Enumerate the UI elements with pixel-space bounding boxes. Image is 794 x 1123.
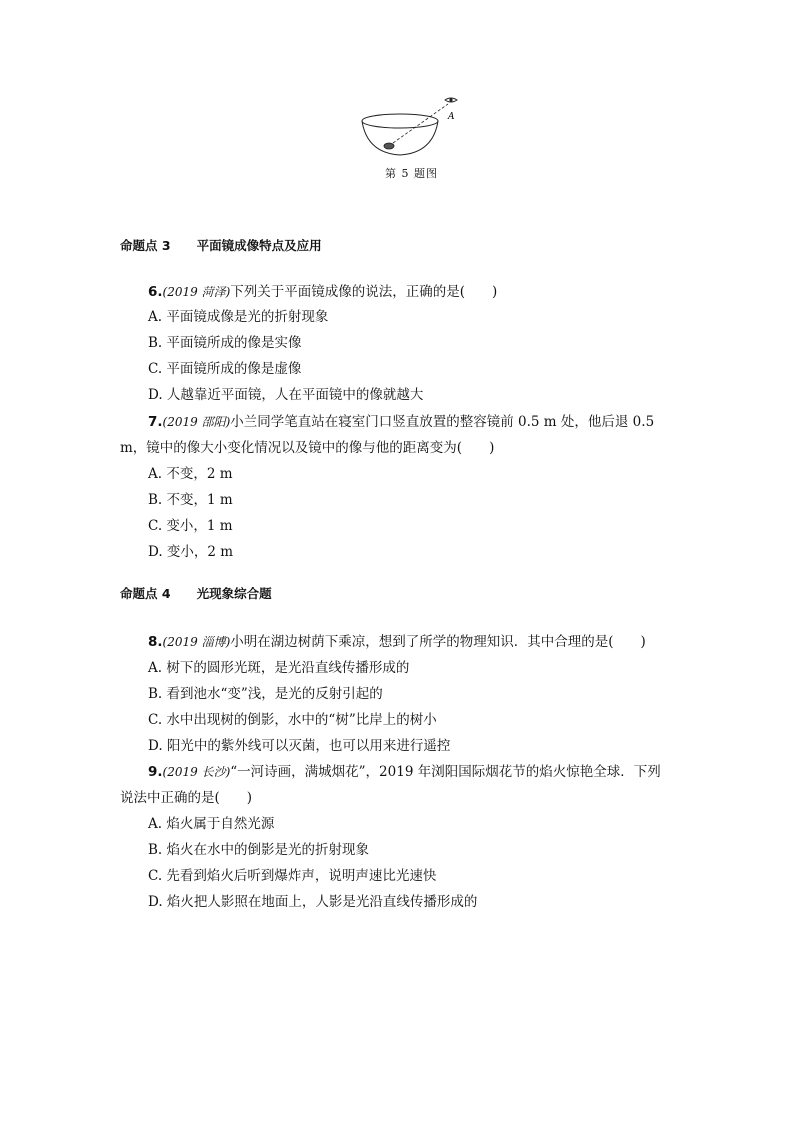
q7-source: (2019 邵阳) — [162, 415, 231, 429]
q8-source: (2019 淄博) — [162, 635, 231, 649]
q8-option-b: B. 看到池水“变”浅，是光的反射引起的 — [148, 686, 383, 702]
q6-source: (2019 菏泽) — [162, 285, 231, 299]
q8-option-c: C. 水中出现树的倒影，水中的“树”比岸上的树小 — [148, 712, 437, 728]
q9-number: 9. — [148, 764, 163, 780]
q9-stem-line2: 说法中正确的是( ) — [120, 790, 253, 806]
q6-option-a: A. 平面镜成像是光的折射现象 — [148, 309, 329, 325]
q7-option-c: C. 变小，1 m — [148, 518, 233, 534]
q9-stem-line1 — [148, 760, 661, 780]
q6-stem — [148, 280, 497, 300]
q9-source: (2019 长沙) — [162, 765, 231, 779]
q9-option-a: A. 焰火属于自然光源 — [148, 816, 275, 832]
q8-stem — [148, 630, 646, 650]
q7-stem-line2: m，镜中的像大小变化情况以及镜中的像与他的距离变为( ) — [120, 440, 495, 456]
q7-option-a: A. 不变，2 m — [148, 466, 233, 482]
bowl-rim — [362, 114, 438, 128]
q9-option-d: D. 焰火把人影照在地面上，人影是光沿直线传播形成的 — [148, 894, 478, 910]
eye-icon — [445, 98, 457, 102]
q9-text-1: “一河诗画，满城烟花”，2019 年浏阳国际烟花节的焰火惊艳全球．下列 — [230, 764, 661, 780]
q8-option-d: D. 阳光中的紫外线可以灭菌，也可以用来进行遥控 — [148, 738, 451, 754]
q8-number: 8. — [148, 634, 163, 650]
point-label-a: A — [448, 112, 455, 122]
q6-number: 6. — [148, 284, 163, 300]
q7-option-d: D. 变小，2 m — [148, 544, 234, 560]
section-3-title: 平面镜成像特点及应用 — [196, 238, 322, 253]
q8-option-a: A. 树下的圆形光斑，是光沿直线传播形成的 — [148, 660, 410, 676]
bowl-coin-figure — [355, 95, 475, 157]
q7-stem-line1 — [148, 410, 654, 430]
q9-option-c: C. 先看到焰火后听到爆炸声，说明声速比光速快 — [148, 868, 437, 884]
section-4-title: 光现象综合题 — [196, 586, 272, 601]
section-3-heading — [120, 236, 322, 254]
section-4-label: 命题点 4 — [120, 586, 171, 601]
q9-option-b: B. 焰火在水中的倒影是光的折射现象 — [148, 842, 370, 858]
section-4-heading — [120, 584, 272, 602]
coin — [384, 143, 394, 149]
q8-text: 小明在湖边树荫下乘凉，想到了所学的物理知识．其中合理的是( ) — [230, 634, 646, 650]
q6-text: 下列关于平面镜成像的说法，正确的是( ) — [230, 284, 498, 300]
section-3-label: 命题点 3 — [120, 238, 171, 253]
q7-option-b: B. 不变，1 m — [148, 492, 233, 508]
q6-option-b: B. 平面镜所成的像是实像 — [148, 335, 302, 351]
q6-option-c: C. 平面镜所成的像是虚像 — [148, 361, 302, 377]
q7-text-1: 小兰同学笔直站在寝室门口竖直放置的整容镜前 0.5 m 处，他后退 0.5 — [230, 414, 655, 430]
sight-line — [393, 104, 448, 143]
figure-caption: 第 5 题图 — [385, 167, 438, 180]
q6-option-d: D. 人越靠近平面镜，人在平面镜中的像就越大 — [148, 387, 424, 403]
q7-number: 7. — [148, 414, 163, 430]
